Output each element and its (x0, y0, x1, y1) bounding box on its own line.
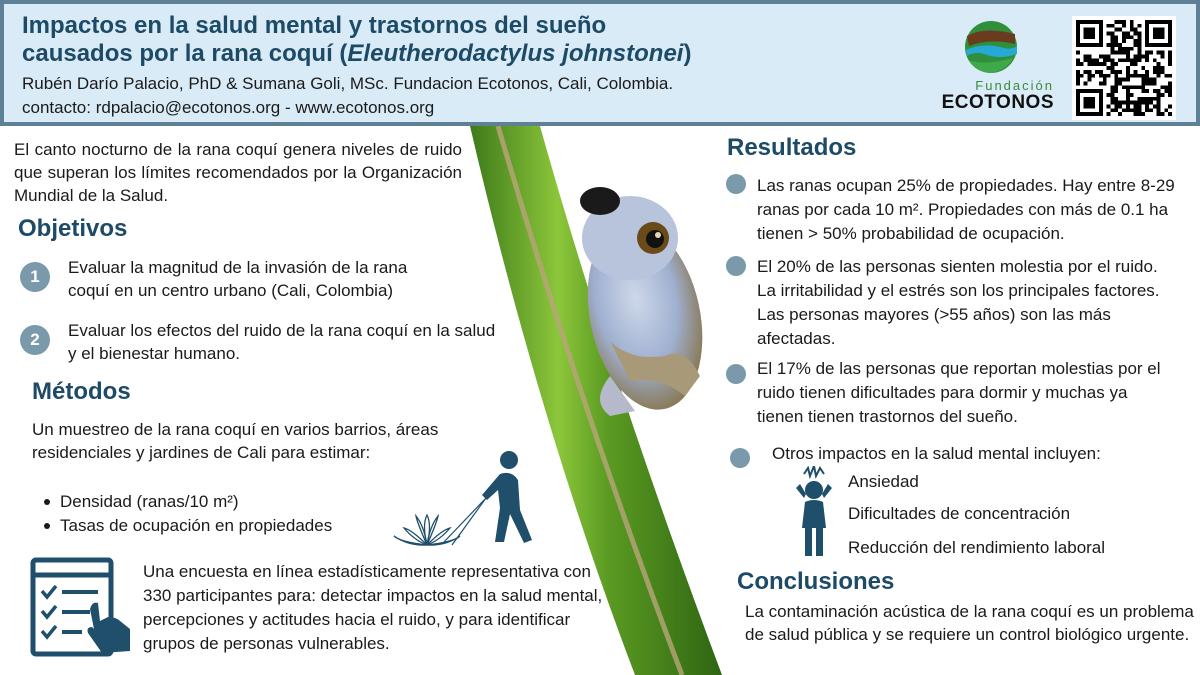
objetivos-heading: Objetivos (18, 215, 128, 242)
impact-item-rendimiento: Reducción del rendimiento laboral (848, 538, 1106, 557)
objective-number-1: 1 (20, 262, 50, 292)
impact-item-ansiedad: Ansiedad (848, 472, 919, 491)
stressed-person-icon (790, 466, 838, 560)
checklist-survey-icon (30, 557, 134, 659)
objective-number-2: 2 (20, 325, 50, 355)
metodos-bullet: Densidad (ranas/10 m²) (44, 490, 332, 514)
field-survey-icon (392, 450, 542, 560)
title-line-2 (22, 40, 942, 68)
authors-line: Rubén Darío Palacio, PhD & Sumana Goli, MSc. Fundacion Ecotonos, Cali, Colombia. (22, 74, 674, 93)
globe-logo-icon (929, 20, 1059, 80)
logo-ecotonos-text: ECOTONOS (941, 92, 1054, 113)
header-banner (0, 0, 1200, 126)
title-suffix: ) (683, 40, 692, 67)
result-bullet-dot (726, 256, 746, 276)
conclusiones-heading: Conclusiones (737, 568, 895, 595)
metodos-bullet: Tasas de ocupación en propiedades (44, 514, 332, 538)
qr-code-icon (1076, 20, 1172, 116)
metodos-heading: Métodos (32, 378, 131, 405)
species-name: Eleutherodactylus johnstonei (347, 40, 684, 67)
fundacion-ecotonos-logo (929, 20, 1059, 116)
logo-fundacion-text: Fundación (975, 78, 1054, 93)
result-bullet-dot (730, 448, 750, 468)
survey-text: Una encuesta en línea estadísticamente representativa con 330 participantes para: detectar impactos en la salud mental, percepciones y actitudes hacia el ruido, y para identificar grupos de personas vulnerables. (143, 562, 603, 653)
result-bullet-dot (726, 174, 746, 194)
metodos-bullet-list (44, 490, 332, 538)
title-line-1: Impactos en la salud mental y trastornos del sueño (22, 12, 607, 39)
result-item-3: El 17% de las personas que reportan molestias por el ruido tienen dificultades para dormir y muchas ya tienen tienen trastornos del sueño. (757, 359, 1161, 426)
result-item-4: Otros impactos en la salud mental incluyen: (772, 444, 1101, 463)
title-prefix: causados por la rana coquí ( (22, 40, 348, 67)
intro-text: El canto nocturno de la rana coquí genera niveles de ruido que superan los límites recomendados por la Organización Mundial de la Salud. (14, 140, 462, 205)
metodos-text: Un muestreo de la rana coquí en varios barrios, áreas residenciales y jardines de Cali para estimar: (32, 420, 439, 462)
qr-code[interactable] (1072, 16, 1176, 120)
result-item-1: Las ranas ocupan 25% de propiedades. Hay entre 8-29 ranas por cada 10 m². Propiedades con más de 0.1 ha tienen > 50% probabilidad de ocupación. (757, 176, 1175, 243)
objective-text-1: Evaluar la magnitud de la invasión de la rana coquí en un centro urbano (Cali, Colombia) (68, 258, 408, 300)
result-item-2: El 20% de las personas sienten molestia por el ruido. La irritabilidad y el estrés son los principales factores. Las personas mayores (>55 años) son las más afectadas. (757, 257, 1160, 348)
poster-title (22, 12, 942, 68)
conclusiones-text: La contaminación acústica de la rana coquí es un problema de salud pública y se requiere un control biológico urgente. (745, 602, 1194, 644)
objective-text-2: Evaluar los efectos del ruido de la rana coquí en la salud y el bienestar humano. (68, 321, 496, 363)
resultados-heading: Resultados (727, 134, 857, 161)
result-bullet-dot (726, 364, 746, 384)
impact-item-concentracion: Dificultades de concentración (848, 504, 1071, 523)
contact-line: contacto: rdpalacio@ecotonos.org - www.ecotonos.org (22, 98, 435, 117)
